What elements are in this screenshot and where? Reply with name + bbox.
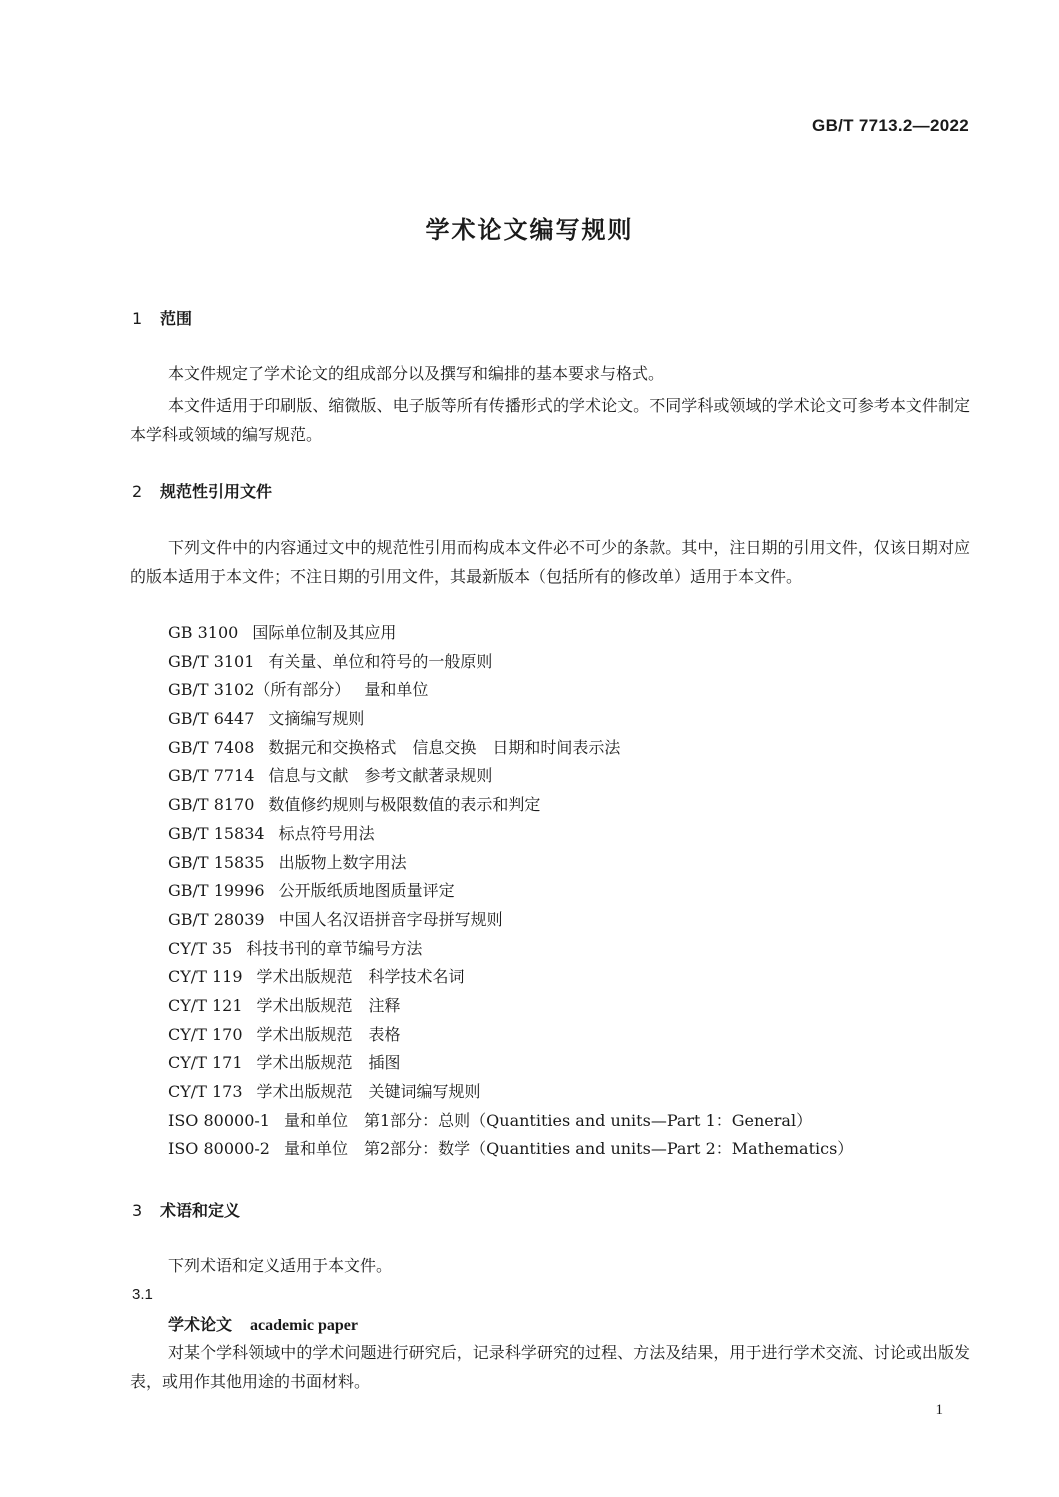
reference-title: 量和单位 [364,680,429,700]
term-definition: 对某个学科领域中的学术问题进行研究后，记录科学研究的过程、方法及结果，用于进行学术交流、讨论或出版发表，或用作其他用途的书面材料。 [130,1343,970,1391]
reference-item [168,648,853,677]
reference-item [168,619,853,648]
reference-title: 中国人名汉语拼音字母拼写规则 [278,909,503,929]
document-title: 学术论文编写规则 [425,216,634,244]
reference-title: 学术出版规范 科学技术名词 [256,967,465,987]
reference-title: 信息与文献 参考文献著录规则 [268,766,493,786]
reference-title: 学术出版规范 插图 [256,1053,401,1073]
section-1-heading [132,306,192,329]
term-english: academic paper [250,1317,358,1334]
reference-item [168,849,853,878]
reference-code: GB/T 3101 [168,651,255,671]
section-number: 2 [132,482,143,501]
reference-title: 量和单位 第1部分：总则（Quantities and units—Part 1：General） [283,1110,813,1130]
reference-item [168,1049,853,1078]
section-title: 规范性引用文件 [160,482,273,501]
reference-title: 数值修约规则与极限数值的表示和判定 [268,795,541,815]
reference-title: 文摘编写规则 [268,709,365,729]
page-number: 1 [935,1402,943,1418]
reference-item [168,935,853,964]
reference-code: CY/T 121 [168,995,243,1015]
reference-item [168,992,853,1021]
section-3-heading [132,1198,240,1221]
reference-code: CY/T 170 [168,1024,243,1044]
reference-code: GB/T 15835 [168,852,265,872]
reference-item [168,734,853,763]
section-2-heading [132,479,272,502]
reference-title: 科技书刊的章节编号方法 [246,938,423,958]
reference-item [168,762,853,791]
section-title: 范围 [160,309,193,328]
reference-code: CY/T 119 [168,967,243,987]
reference-item [168,906,853,935]
reference-item [168,1135,853,1164]
term-chinese: 学术论文 [168,1315,233,1334]
reference-code: GB/T 7714 [168,766,255,786]
section-title: 术语和定义 [160,1201,241,1220]
reference-item [168,676,853,705]
section-1-paragraph-1: 本文件规定了学术论文的组成部分以及撰写和编排的基本要求与格式。 [168,364,665,383]
reference-code: GB/T 8170 [168,795,255,815]
reference-code: ISO 80000-2 [168,1139,270,1159]
normative-references-list [168,619,853,1164]
reference-item [168,705,853,734]
section-number: 1 [132,309,143,328]
section-2-paragraph-1: 下列文件中的内容通过文中的规范性引用而构成本文件必不可少的条款。其中，注日期的引用文件，仅该日期对应的版本适用于本文件；不注日期的引用文件，其最新版本（包括所有的修改单）适用于本文件。 [130,538,970,586]
reference-item [168,1107,853,1136]
reference-item [168,791,853,820]
reference-item [168,1021,853,1050]
reference-title: 数据元和交换格式 信息交换 日期和时间表示法 [268,737,621,757]
reference-code: GB/T 28039 [168,909,265,929]
reference-title: 出版物上数字用法 [278,852,407,872]
reference-code: CY/T 35 [168,938,233,958]
reference-item [168,820,853,849]
reference-title: 标点符号用法 [278,823,375,843]
reference-code: GB/T 3102（所有部分） [168,680,351,700]
clause-number: 3.1 [132,1286,153,1303]
section-1-paragraph-2: 本文件适用于印刷版、缩微版、电子版等所有传播形式的学术论文。不同学科或领域的学术论文可参考本文件制定本学科或领域的编写规范。 [130,396,970,444]
reference-code: GB/T 6447 [168,709,255,729]
section-number: 3 [132,1201,143,1220]
reference-code: GB/T 19996 [168,881,265,901]
reference-code: GB/T 7408 [168,737,255,757]
reference-code: GB 3100 [168,623,239,642]
reference-code: CY/T 171 [168,1053,243,1073]
reference-title: 学术出版规范 表格 [256,1024,401,1044]
reference-code: ISO 80000-1 [168,1110,270,1130]
reference-title: 量和单位 第2部分：数学（Quantities and units—Part 2：Mathematics） [283,1139,854,1159]
reference-title: 学术出版规范 关键词编写规则 [256,1082,481,1101]
reference-item [168,1078,853,1107]
reference-code: GB/T 15834 [168,823,265,843]
section-3-paragraph-1: 下列术语和定义适用于本文件。 [168,1256,393,1275]
reference-item [168,963,853,992]
reference-title: 有关量、单位和符号的一般原则 [268,651,493,671]
term-entry [168,1312,358,1335]
standard-code: GB/T 7713.2—2022 [812,116,969,135]
reference-code: CY/T 173 [168,1082,243,1101]
reference-title: 公开版纸质地图质量评定 [278,881,455,901]
reference-title: 国际单位制及其应用 [252,623,397,642]
reference-item [168,877,853,906]
reference-title: 学术出版规范 注释 [256,995,401,1015]
